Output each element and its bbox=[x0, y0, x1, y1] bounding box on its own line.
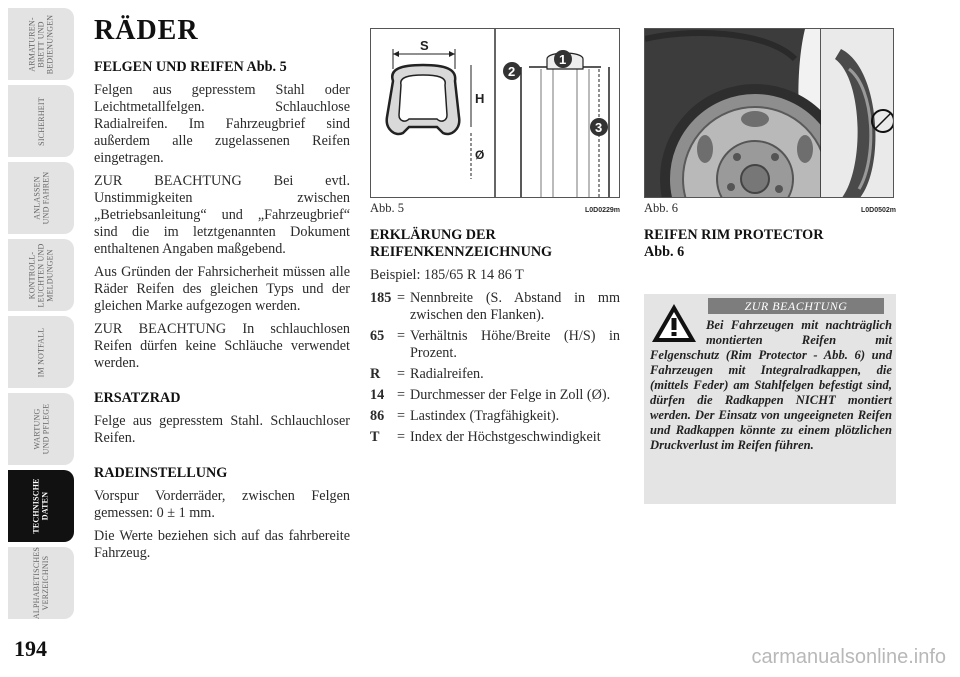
tab-label: ANLASSEN UND FAHREN bbox=[32, 171, 50, 225]
tab-kontrollleuchten[interactable] bbox=[8, 239, 74, 311]
code-value: Lastindex (Tragfähigkeit). bbox=[410, 408, 560, 424]
figure-label: Abb. 6 bbox=[644, 201, 679, 215]
paragraph: ZUR BEACHTUNG In schlauchlosen Reifen dürfen keine Schläuche verwendet werden. bbox=[94, 321, 350, 371]
callout-1: 1 bbox=[559, 52, 567, 67]
equals-sign: = bbox=[396, 429, 405, 445]
code-key: T bbox=[370, 429, 380, 445]
tab-sicherheit[interactable] bbox=[8, 85, 74, 157]
tire-example: Beispiel: 185/65 R 14 86 T bbox=[370, 267, 524, 283]
code-value: Durchmesser der Felge in Zoll (Ø). bbox=[410, 387, 611, 403]
dimension-label-s: S bbox=[420, 38, 429, 53]
column-tire-markings bbox=[370, 28, 620, 450]
section-heading: FELGEN UND REIFEN Abb. 5 bbox=[94, 59, 287, 75]
code-value: Nennbreite (S. Abstand in mm zwischen den Flanken). bbox=[410, 290, 620, 323]
chapter-sidebar bbox=[8, 8, 74, 633]
paragraph: ZUR BEACHTUNG Bei evtl. Unstimmigkeiten zwischen „Betriebsanleitung“ und „Fahrzeugbrief“ sind die im letztgenannten Dokument enthaltenen Angaben maßgebend. bbox=[94, 173, 350, 257]
tab-label: IM NOTFALL bbox=[36, 327, 46, 377]
list-item bbox=[370, 366, 620, 383]
section-heading: ERKLÄRUNG DER REIFENKENNZEICHNUNG bbox=[370, 227, 553, 260]
page-number: 194 bbox=[14, 636, 47, 661]
equals-sign: = bbox=[396, 290, 405, 306]
warning-header: ZUR BEACHTUNG bbox=[708, 298, 884, 314]
warning-box bbox=[644, 294, 896, 504]
paragraph: Aus Gründen der Fahrsicherheit müssen alle Räder Reifen des gleichen Typs und der gleichen Marke aufgezogen werden. bbox=[94, 264, 350, 314]
tab-label: SICHERHEIT bbox=[36, 96, 46, 146]
tab-anlassen[interactable] bbox=[8, 162, 74, 234]
tire-code-list bbox=[370, 290, 620, 446]
tab-label: ARMATUREN- BRETT UND BEDIENUNGEN bbox=[27, 14, 55, 74]
column-rim-protector bbox=[644, 28, 896, 267]
paragraph: Die Werte beziehen sich auf das fahrbereite Fahrzeug. bbox=[94, 528, 350, 561]
tab-label: WARTUNG UND PFLEGE bbox=[31, 403, 50, 455]
section-heading: RADEINSTELLUNG bbox=[94, 465, 228, 481]
tab-verzeichnis[interactable] bbox=[8, 547, 74, 619]
figure-tire-cross-section bbox=[370, 28, 620, 198]
tab-armaturenbrett[interactable] bbox=[8, 8, 74, 80]
paragraph: Felgen aus gepresstem Stahl oder Leichtmetallfelgen. Schlauchlose Radialreifen. Im Fahrzeugbrief sind außerdem alle zugelassenen Reifen eingetragen. bbox=[94, 82, 350, 166]
tab-wartung[interactable] bbox=[8, 393, 74, 465]
code-key: 65 bbox=[370, 328, 385, 344]
figure-caption bbox=[644, 200, 896, 219]
tab-technische-daten[interactable] bbox=[8, 470, 74, 542]
tab-label: TECHNISCHE DATEN bbox=[31, 478, 50, 534]
page-title: RÄDER bbox=[94, 15, 199, 46]
list-item bbox=[370, 290, 620, 324]
code-key: 86 bbox=[370, 408, 385, 424]
code-value: Index der Höchstgeschwindigkeit bbox=[410, 429, 601, 445]
code-value: Radialreifen. bbox=[410, 366, 484, 382]
equals-sign: = bbox=[396, 387, 405, 403]
equals-sign: = bbox=[396, 408, 405, 424]
code-key: 14 bbox=[370, 387, 385, 403]
code-key: R bbox=[370, 366, 381, 382]
tab-im-notfall[interactable] bbox=[8, 316, 74, 388]
list-item bbox=[370, 387, 620, 404]
figure-caption bbox=[370, 200, 620, 219]
figure-rim-protector bbox=[644, 28, 894, 198]
watermark: carmanualsonline.info bbox=[751, 646, 946, 668]
section-heading: REIFEN RIM PROTECTOR Abb. 6 bbox=[644, 227, 824, 260]
figure-code: L0D0502m bbox=[860, 207, 896, 214]
code-value: Verhältnis Höhe/Breite (H/S) in Prozent. bbox=[410, 328, 620, 361]
list-item bbox=[370, 328, 620, 362]
list-item bbox=[370, 408, 620, 425]
code-key: 185 bbox=[370, 290, 392, 306]
equals-sign: = bbox=[396, 366, 405, 382]
paragraph: Vorspur Vorderräder, zwischen Felgen gemessen: 0 ± 1 mm. bbox=[94, 488, 350, 521]
column-wheels bbox=[94, 15, 350, 568]
dimension-label-diameter: Ø bbox=[475, 148, 485, 162]
figure-code: L0D0229m bbox=[584, 207, 620, 214]
wheel-photo bbox=[645, 29, 894, 198]
section-heading: ERSATZRAD bbox=[94, 390, 181, 406]
callout-3: 3 bbox=[595, 120, 603, 135]
dimension-label-h: H bbox=[475, 91, 485, 106]
figure-label: Abb. 5 bbox=[370, 201, 405, 215]
callout-2: 2 bbox=[508, 64, 516, 79]
list-item bbox=[370, 429, 620, 446]
paragraph: Felge aus gepresstem Stahl. Schlauchloser Reifen. bbox=[94, 413, 350, 446]
tire-diagram bbox=[371, 29, 620, 198]
tab-label: KONTROLL- LEUCHTEN UND MELDUNGEN bbox=[27, 243, 55, 307]
equals-sign: = bbox=[396, 328, 405, 344]
tab-label: ALPHABETISCHES VERZEICHNIS bbox=[32, 546, 51, 620]
warning-text: Bei Fahrzeugen mit nachträglich montierten Reifen mit Felgenschutz (Rim Protector - Abb. 6) und Fahrzeugen mit Integralradkappen, die (mittels Feder) am Stahlfelgen befestigt sind, dürfen die Radkappen NICHT montiert werden. Der Einsatz von ungeeigneten Reifen und Radkappen könnte zu einem plötzlichen Druckverlust im Reifen führen. bbox=[650, 318, 892, 452]
